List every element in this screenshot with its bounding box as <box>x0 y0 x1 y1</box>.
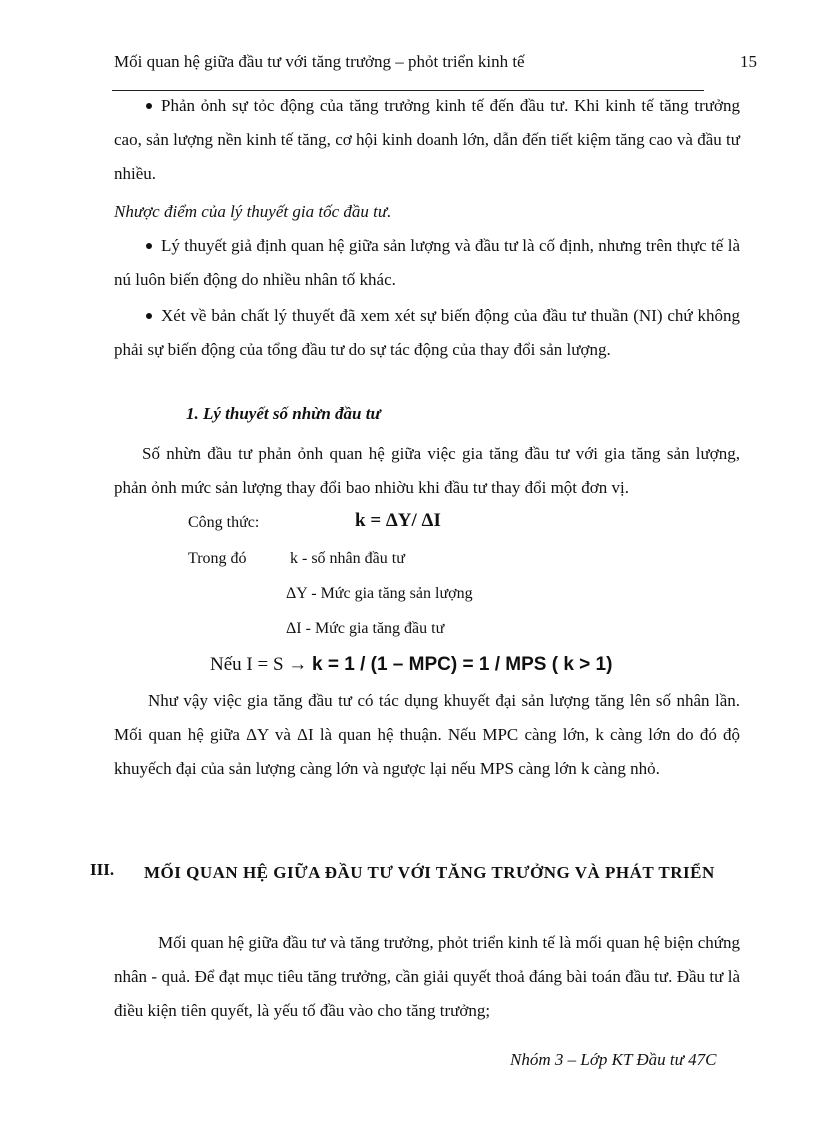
definition-delta-i: ΔI - Mức gia tăng đầu tư <box>286 620 445 637</box>
section-intro: Mối quan hệ giữa đầu tư và tăng trưởng, phỏt triển kinh tế là mối quan hệ biện chứng nhân - quả. Để đạt mục tiêu tăng trưởng, cần giải quyết thoả đáng bài toán đầu tư. Đầu tư là điều kiện tiên quyết, là yếu tố đầu vào cho tăng trưởng; <box>114 933 740 1020</box>
definition-k: k - số nhân đầu tư <box>290 550 405 567</box>
header-title: Mối quan hệ giữa đầu tư với tăng trưởng – phỏt triển kinh tế <box>114 52 525 71</box>
bullet-text: Phản ỏnh sự tỏc động của tăng trưởng kinh tế đến đầu tư. Khi kinh tế tăng trưởng cao, sản lượng nền kinh tế tăng, cơ hội kinh doanh lớn, dẫn đến tiết kiệm tăng cao và đầu tư nhiều. <box>114 96 740 183</box>
formula-label: Công thức: <box>188 514 260 531</box>
bullet-icon <box>146 313 152 319</box>
bullet-paragraph <box>114 89 740 191</box>
weakness-heading: Nhược điểm của lý thuyết gia tốc đầu tư. <box>114 202 392 221</box>
definition-delta-y: ΔY - Mức gia tăng sản lượng <box>286 585 473 602</box>
condition-prefix: Nếu I = S → <box>210 654 308 675</box>
multiplier-intro: Số nhừn đầu tư phản ỏnh quan hệ giữa việc gia tăng đầu tư với gia tăng sản lượng, phản ỏnh mức sản lượng thay đổi bao nhiờu khi đầu tư thay đổi một đơn vị. <box>114 444 740 497</box>
bullet-text: Lý thuyết giả định quan hệ giữa sản lượng và đầu tư là cố định, nhưng trên thực tế là nú luôn biến động do nhiều nhân tố khác. <box>114 236 740 289</box>
footer-text: Nhóm 3 – Lớp KT Đầu tư 47C <box>510 1050 717 1069</box>
section-number: III. <box>90 860 115 879</box>
where-label: Trong đó <box>188 550 247 567</box>
bullet-icon <box>146 243 152 249</box>
condition-equation: k = 1 / (1 – MPC) = 1 / MPS ( k > 1) <box>312 654 613 675</box>
bullet-paragraph <box>114 299 740 367</box>
subsection-heading: 1. Lý thuyết số nhừn đầu tư <box>186 404 381 423</box>
page-number: 15 <box>740 52 757 71</box>
bullet-icon <box>146 103 152 109</box>
condition-formula <box>210 654 612 676</box>
explanation-paragraph: Như vậy việc gia tăng đầu tư có tác dụng khuyết đại sản lượng tăng lên số nhân lần. Mối quan hệ giữa ΔY và ΔI là quan hệ thuận. Nếu MPC càng lớn, k càng lớn do đó độ khuyếch đại của sản lượng càng lớn và ngược lại nếu MPS càng lớn k càng nhỏ. <box>114 691 740 778</box>
formula: k = ΔY/ ΔI <box>355 510 441 531</box>
section-title: MỐI QUAN HỆ GIỮA ĐẦU TƯ VỚI TĂNG TRƯỞNG VÀ PHÁT TRIỂN <box>144 863 715 882</box>
bullet-paragraph <box>114 229 740 297</box>
bullet-text: Xét về bản chất lý thuyết đã xem xét sự biến động của đầu tư thuần (NI) chứ không phải sự biến động của tổng đầu tư do sự tác động của thay đổi sản lượng. <box>114 306 740 359</box>
